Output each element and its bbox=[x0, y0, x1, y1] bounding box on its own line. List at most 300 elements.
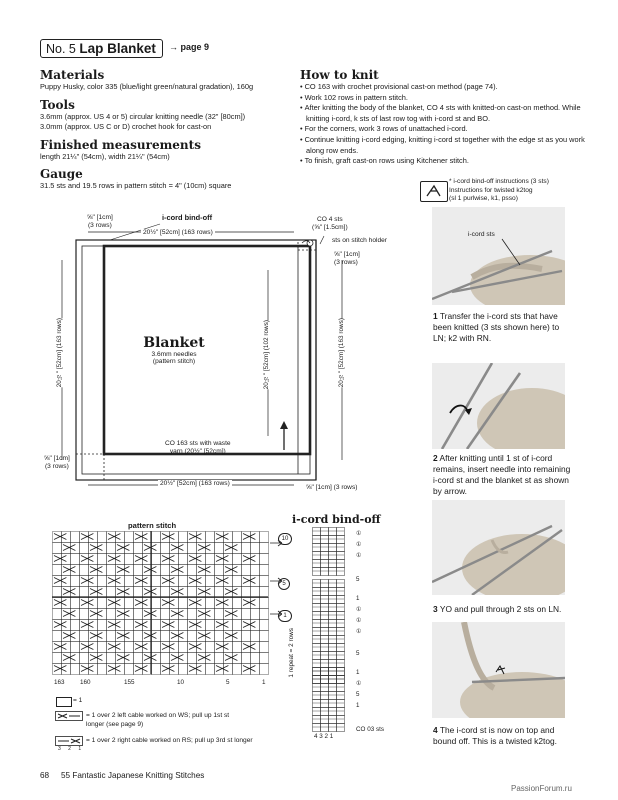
cable-symbol bbox=[162, 578, 174, 584]
icord-cell bbox=[313, 604, 321, 612]
chart-cell bbox=[233, 543, 242, 554]
cable-symbol bbox=[189, 556, 201, 562]
cable-symbol bbox=[189, 578, 201, 584]
cable-symbol bbox=[144, 589, 156, 595]
how-to-section bbox=[300, 68, 585, 167]
chart-cell bbox=[152, 543, 161, 554]
chart-cell bbox=[80, 543, 89, 554]
chart-cell bbox=[71, 642, 80, 653]
icord-cell bbox=[337, 536, 345, 544]
chart-cell bbox=[179, 587, 188, 598]
cable-symbol bbox=[216, 534, 228, 540]
icord-marker: ① bbox=[356, 552, 362, 560]
chart-cell bbox=[143, 642, 152, 653]
co163-label bbox=[165, 440, 231, 457]
chart-cell bbox=[71, 653, 80, 664]
step-text: Transfer the i-cord sts that have been knitted (3 sts shown here) to LN; k2 with RN. bbox=[433, 311, 560, 343]
chart-cell bbox=[152, 532, 161, 543]
cable-symbol bbox=[243, 644, 255, 650]
chart-cell bbox=[98, 642, 107, 653]
chart-cell bbox=[179, 664, 188, 675]
chart-cell bbox=[233, 609, 242, 620]
chart-cell bbox=[179, 598, 188, 609]
chart-cell bbox=[116, 642, 125, 653]
chart-cell bbox=[215, 587, 224, 598]
chart-cell bbox=[224, 620, 233, 631]
cable-symbol bbox=[162, 600, 174, 606]
knit-symbol-icon bbox=[56, 697, 72, 707]
cable-symbol bbox=[162, 666, 174, 672]
chart-cell bbox=[98, 554, 107, 565]
cable-symbol bbox=[81, 666, 93, 672]
icord-cell bbox=[329, 660, 337, 668]
icord-cell bbox=[313, 568, 321, 576]
chart-cell bbox=[215, 543, 224, 554]
finished-heading: Finished measurements bbox=[40, 137, 201, 152]
icord-cell bbox=[313, 612, 321, 620]
bottom-width-label: 20½" [52cm] (163 rows) bbox=[160, 480, 230, 487]
chart-cell bbox=[152, 598, 161, 609]
list-item: • For the corners, work 3 rows of unattached i-cord. bbox=[300, 124, 585, 135]
chart-cell bbox=[179, 554, 188, 565]
icord-cell bbox=[337, 668, 345, 676]
cable-symbol bbox=[117, 633, 129, 639]
chart-cell bbox=[62, 642, 71, 653]
icord-cell bbox=[337, 560, 345, 568]
icord-cell bbox=[313, 560, 321, 568]
cable-symbol bbox=[198, 633, 210, 639]
cable-symbol bbox=[108, 666, 120, 672]
icord-cell bbox=[313, 636, 321, 644]
chart-cell bbox=[206, 642, 215, 653]
cable-symbol bbox=[135, 622, 147, 628]
cable-symbol bbox=[225, 633, 237, 639]
co4-line-2: (⅝" [1.5cm]) bbox=[312, 224, 348, 231]
icord-bottom-nums: 4 3 2 1 bbox=[314, 733, 334, 740]
pattern-chart-title: pattern stitch bbox=[128, 521, 177, 530]
materials-section bbox=[40, 68, 300, 192]
chart-cell bbox=[125, 598, 134, 609]
chart-cell bbox=[233, 664, 242, 675]
chart-cell bbox=[89, 620, 98, 631]
chart-cell bbox=[206, 664, 215, 675]
cable-symbol bbox=[198, 567, 210, 573]
chart-cell bbox=[80, 653, 89, 664]
left-side-label: 20½" [52cm] (163 rows) bbox=[56, 318, 63, 388]
icord-cell bbox=[321, 596, 329, 604]
bottom-left-note bbox=[44, 455, 70, 471]
cable-symbol bbox=[135, 644, 147, 650]
icord-cell bbox=[329, 700, 337, 708]
chart-cell bbox=[224, 598, 233, 609]
list-item: • Continue knitting i-cord edging, knitting i-cord st together with the edge st as you work along row ends. bbox=[300, 135, 585, 156]
cable-symbol bbox=[216, 622, 228, 628]
icord-cell bbox=[313, 580, 321, 588]
chart-cell bbox=[152, 620, 161, 631]
chart-cell bbox=[107, 587, 116, 598]
chart-cell bbox=[251, 543, 260, 554]
chart-cell bbox=[71, 620, 80, 631]
chart-cell bbox=[80, 631, 89, 642]
cable-symbol bbox=[135, 534, 147, 540]
chart-cell bbox=[233, 587, 242, 598]
cable-symbol bbox=[225, 545, 237, 551]
icord-cell bbox=[329, 652, 337, 660]
chart-cell bbox=[134, 587, 143, 598]
icord-cell bbox=[313, 668, 321, 676]
icord-cell bbox=[329, 628, 337, 636]
legend-text: = 1 over 2 left cable worked on WS; pull up 1st st bbox=[86, 712, 230, 719]
icord-cell bbox=[337, 724, 345, 732]
chart-cell bbox=[179, 532, 188, 543]
cable-symbol bbox=[63, 545, 75, 551]
chart-cell bbox=[116, 620, 125, 631]
chart-cell bbox=[215, 609, 224, 620]
chart-cell bbox=[98, 587, 107, 598]
chart-cell bbox=[161, 587, 170, 598]
chart-cell bbox=[98, 576, 107, 587]
corner-box bbox=[76, 454, 104, 480]
icord-marker: 1 bbox=[356, 594, 360, 602]
icord-cell bbox=[321, 588, 329, 596]
cable-symbol bbox=[198, 611, 210, 617]
chart-cell bbox=[89, 554, 98, 565]
materials-heading: Materials bbox=[40, 68, 105, 82]
cable-symbol bbox=[108, 622, 120, 628]
chart-cell bbox=[107, 543, 116, 554]
chart-cell bbox=[224, 576, 233, 587]
icord-cell bbox=[313, 536, 321, 544]
chart-cell bbox=[71, 576, 80, 587]
cable-symbol bbox=[189, 622, 201, 628]
cable-symbol bbox=[81, 578, 93, 584]
chart-cell bbox=[260, 543, 269, 554]
icord-cell bbox=[329, 724, 337, 732]
materials-text: Puppy Husky, color 335 (blue/light green/natural gradation), 160g bbox=[40, 82, 254, 91]
cable-symbol bbox=[135, 556, 147, 562]
cable-symbol bbox=[189, 600, 201, 606]
cable-symbol bbox=[63, 633, 75, 639]
cable-symbol bbox=[162, 556, 174, 562]
blanket-pattern: (pattern stitch) bbox=[152, 358, 196, 365]
cable-symbol bbox=[144, 633, 156, 639]
chart-cell bbox=[188, 565, 197, 576]
cable-symbol bbox=[54, 622, 66, 628]
chart-cell bbox=[251, 598, 260, 609]
legend-item-2 bbox=[86, 711, 229, 729]
chart-cell bbox=[71, 609, 80, 620]
row-marker-1: 1 bbox=[278, 610, 292, 622]
cable-symbol bbox=[171, 589, 183, 595]
icord-cell bbox=[329, 588, 337, 596]
chart-cell bbox=[116, 576, 125, 587]
co163-line-2: yarn (20½" [52cm]) bbox=[169, 448, 226, 456]
step-2-photo bbox=[432, 363, 565, 449]
chart-cell bbox=[134, 631, 143, 642]
cable-symbol bbox=[90, 633, 102, 639]
icord-note-line-3: (sl 1 purlwise, k1, psso) bbox=[449, 195, 518, 203]
chart-cell bbox=[260, 664, 269, 675]
chart-cell bbox=[260, 565, 269, 576]
cable-symbol bbox=[162, 534, 174, 540]
icord-cell bbox=[321, 700, 329, 708]
cable-symbol bbox=[171, 567, 183, 573]
chart-cell bbox=[107, 653, 116, 664]
chart-cell bbox=[143, 576, 152, 587]
chart-cell bbox=[71, 598, 80, 609]
step-3 bbox=[433, 604, 573, 615]
chart-cell bbox=[125, 620, 134, 631]
chart-cell bbox=[125, 576, 134, 587]
cable-symbol bbox=[144, 567, 156, 573]
chart-cell bbox=[260, 587, 269, 598]
cable-symbol bbox=[144, 655, 156, 661]
icord-cell bbox=[337, 588, 345, 596]
chart-cell bbox=[188, 609, 197, 620]
top-left-note bbox=[87, 214, 113, 230]
pattern-number: No. 5 bbox=[46, 42, 76, 56]
chart-cell bbox=[242, 609, 251, 620]
col-number: 5 bbox=[226, 679, 230, 686]
chart-cell bbox=[71, 543, 80, 554]
cable-symbol bbox=[198, 589, 210, 595]
icord-cell bbox=[313, 588, 321, 596]
chart-cell bbox=[188, 587, 197, 598]
icord-cell bbox=[321, 668, 329, 676]
icord-chart-title: i-cord bind-off bbox=[292, 513, 381, 526]
leader-line bbox=[320, 236, 324, 244]
chart-cell bbox=[152, 565, 161, 576]
chart-cell bbox=[107, 631, 116, 642]
note-rows: (3 rows) bbox=[44, 463, 69, 470]
right-note bbox=[334, 251, 360, 267]
chart-cell bbox=[206, 576, 215, 587]
step-text: After knitting until 1 st of i-cord remains, insert needle into remaining i-cord st and the blanket st as shown by arrow. bbox=[433, 453, 571, 496]
chart-cell bbox=[179, 653, 188, 664]
chart-cell bbox=[143, 554, 152, 565]
cable-symbol bbox=[216, 556, 228, 562]
cable-symbol bbox=[216, 600, 228, 606]
chart-cell bbox=[143, 598, 152, 609]
chart-cell bbox=[260, 609, 269, 620]
icord-cell bbox=[321, 652, 329, 660]
step-text: YO and pull through 2 sts on LN. bbox=[439, 604, 562, 614]
step-2-illustration bbox=[432, 363, 565, 449]
col-number: 163 bbox=[54, 679, 65, 686]
chart-cell bbox=[125, 543, 134, 554]
chart-cell bbox=[260, 576, 269, 587]
icord-cell bbox=[321, 552, 329, 560]
icord-marker: 1 bbox=[356, 702, 360, 710]
chart-cell bbox=[233, 565, 242, 576]
cable-symbol bbox=[117, 611, 129, 617]
icord-cell bbox=[321, 580, 329, 588]
icord-note-line-2: Instructions for twisted k2tog bbox=[449, 186, 533, 194]
pattern-number-box bbox=[40, 39, 163, 58]
chart-cell bbox=[197, 598, 206, 609]
chart-cell bbox=[125, 565, 134, 576]
icord-cell bbox=[313, 676, 321, 684]
cable-symbol bbox=[189, 644, 201, 650]
cable-symbol bbox=[243, 622, 255, 628]
cable-symbol bbox=[243, 600, 255, 606]
chart-cell bbox=[62, 532, 71, 543]
chart-cell bbox=[206, 653, 215, 664]
chart-cell bbox=[188, 653, 197, 664]
col-number: 160 bbox=[80, 679, 91, 686]
cable-symbol bbox=[63, 589, 75, 595]
page-reference: → page 9 bbox=[169, 42, 210, 52]
chart-cell bbox=[170, 576, 179, 587]
icord-cell bbox=[321, 628, 329, 636]
co4-label bbox=[312, 216, 348, 232]
icord-cell bbox=[313, 528, 321, 536]
photo-label: i-cord sts bbox=[468, 231, 495, 238]
arrow-head-icon bbox=[280, 421, 288, 429]
chart-cell bbox=[260, 631, 269, 642]
chart-cell bbox=[170, 554, 179, 565]
icord-cell bbox=[329, 604, 337, 612]
chart-cell bbox=[125, 664, 134, 675]
chart-cell bbox=[233, 642, 242, 653]
repeat-label: 1 repeat = 2 rows bbox=[288, 628, 295, 678]
chart-cell bbox=[170, 664, 179, 675]
icord-cell bbox=[329, 676, 337, 684]
chart-cell bbox=[197, 642, 206, 653]
twisted-k2tog-icon bbox=[421, 182, 447, 201]
gauge-heading: Gauge bbox=[40, 167, 83, 182]
cable-symbol bbox=[81, 622, 93, 628]
chart-cell bbox=[116, 664, 125, 675]
icord-cell bbox=[337, 596, 345, 604]
icord-cell bbox=[337, 644, 345, 652]
chart-cell bbox=[98, 609, 107, 620]
cable-symbol bbox=[135, 666, 147, 672]
watermark: PassionForum.ru bbox=[511, 784, 572, 793]
icord-marker: 1 bbox=[356, 668, 360, 676]
icord-cell bbox=[321, 528, 329, 536]
chart-cell bbox=[152, 609, 161, 620]
cable-symbol bbox=[189, 534, 201, 540]
icord-cell bbox=[321, 708, 329, 716]
icord-cell bbox=[313, 692, 321, 700]
chart-cell bbox=[215, 565, 224, 576]
legend-text: longer (see page 9) bbox=[86, 721, 144, 728]
icord-cell bbox=[337, 652, 345, 660]
cable-symbol bbox=[117, 655, 129, 661]
chart-cell bbox=[188, 543, 197, 554]
step-4 bbox=[433, 725, 573, 747]
step-1-illustration bbox=[432, 207, 565, 305]
step-2 bbox=[433, 453, 573, 497]
icord-cell bbox=[313, 716, 321, 724]
chart-cell bbox=[206, 631, 215, 642]
chart-cell bbox=[62, 598, 71, 609]
cable-symbol bbox=[243, 556, 255, 562]
chart-cell bbox=[251, 609, 260, 620]
icord-cell bbox=[321, 568, 329, 576]
chart-cell bbox=[134, 543, 143, 554]
chart-cell bbox=[242, 587, 251, 598]
cable-symbol bbox=[171, 633, 183, 639]
right-cable-icon bbox=[55, 736, 83, 746]
icord-marker: 5 bbox=[356, 691, 360, 699]
chart-cell bbox=[242, 653, 251, 664]
chart-cell bbox=[53, 543, 62, 554]
chart-cell bbox=[224, 532, 233, 543]
icord-cell bbox=[321, 620, 329, 628]
chart-cell bbox=[116, 532, 125, 543]
how-to-list bbox=[300, 82, 585, 167]
gauge-text: 31.5 sts and 19.5 rows in pattern stitch = 4" (10cm) square bbox=[40, 181, 232, 191]
icord-cell bbox=[337, 544, 345, 552]
chart-cell bbox=[260, 598, 269, 609]
icord-cell bbox=[321, 644, 329, 652]
icord-cell bbox=[321, 684, 329, 692]
chart-cell bbox=[179, 620, 188, 631]
col-number: 155 bbox=[124, 679, 135, 686]
chart-cell bbox=[233, 532, 242, 543]
icord-marker: 5 bbox=[356, 649, 360, 657]
co4-line-1: CO 4 sts bbox=[317, 216, 343, 223]
cable-symbol bbox=[216, 666, 228, 672]
chart-cell bbox=[62, 664, 71, 675]
chart-cell bbox=[161, 565, 170, 576]
chart-cell bbox=[233, 554, 242, 565]
pattern-stitch-chart bbox=[52, 531, 282, 681]
chart-cell bbox=[107, 609, 116, 620]
icord-cell bbox=[329, 636, 337, 644]
chart-cell bbox=[98, 631, 107, 642]
twisted-k2tog-symbol bbox=[420, 181, 448, 202]
icord-cell bbox=[337, 676, 345, 684]
icord-cell bbox=[329, 552, 337, 560]
chart-cell bbox=[224, 664, 233, 675]
cable-symbol bbox=[90, 655, 102, 661]
icord-cell bbox=[313, 684, 321, 692]
cable-symbol bbox=[198, 655, 210, 661]
chart-cell bbox=[197, 532, 206, 543]
chart-cell bbox=[125, 609, 134, 620]
cable-symbol bbox=[54, 556, 66, 562]
note-rows: (3 rows) bbox=[334, 259, 358, 266]
chart-cell bbox=[98, 664, 107, 675]
tools-line-1: 3.6mm (approx. US 4 or 5) circular knitting needle (32" [80cm]) bbox=[40, 111, 246, 121]
chart-cell bbox=[179, 631, 188, 642]
chart-cell bbox=[125, 642, 134, 653]
chart-cell bbox=[179, 642, 188, 653]
co163-line-1: CO 163 sts with waste bbox=[165, 440, 231, 447]
chart-cell bbox=[71, 532, 80, 543]
cable-symbol bbox=[63, 655, 75, 661]
icord-cell bbox=[313, 652, 321, 660]
chart-cell bbox=[206, 532, 215, 543]
chart-cell bbox=[71, 664, 80, 675]
icord-cell bbox=[329, 560, 337, 568]
blanket-title: Blanket bbox=[143, 335, 205, 351]
cable-symbol bbox=[162, 644, 174, 650]
step-3-photo bbox=[432, 500, 565, 595]
chart-cell bbox=[251, 653, 260, 664]
cable-symbol bbox=[135, 600, 147, 606]
cable-symbol bbox=[117, 589, 129, 595]
chart-cell bbox=[125, 532, 134, 543]
icord-cell bbox=[329, 612, 337, 620]
chart-cell bbox=[251, 664, 260, 675]
holder-label: sts on stitch holder bbox=[332, 237, 387, 244]
icord-cell bbox=[313, 676, 321, 684]
icord-cell bbox=[313, 628, 321, 636]
